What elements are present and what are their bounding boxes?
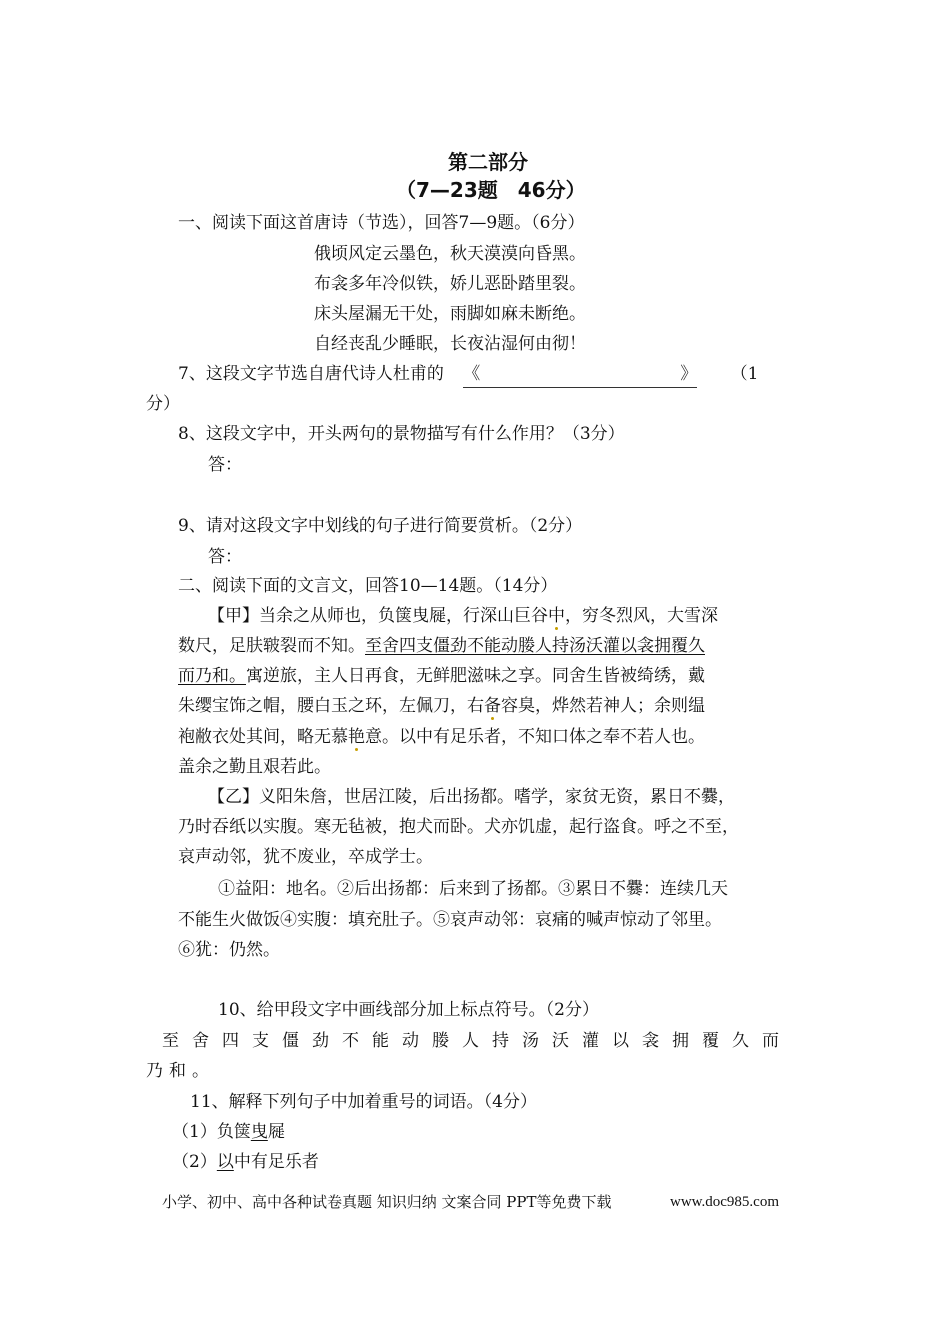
note-line-2: 不能生火做饭④实腹：填充肚子。⑤哀声动邻：哀痛的喊声惊动了邻里。 <box>178 910 722 930</box>
note-line-1: ①益阳：地名。②后出扬都：后来到了扬都。③累日不爨：连续几天 <box>218 879 728 899</box>
underlined-text: 而乃和。 <box>178 666 246 686</box>
answer-blank[interactable] <box>480 364 680 382</box>
question-11-item-2 <box>172 1150 319 1174</box>
yi-line-2: 乃时吞纸以实腹。寒无毡被，抱犬而卧。犬亦饥虚，起行盗食。呼之不至， <box>178 817 739 837</box>
question-9-answer-label: 答： <box>208 547 242 567</box>
text: 中有足乐者 <box>233 1152 319 1172</box>
poem-line-1: 俄顷风定云墨色，秋天漠漠向昏黑。 <box>314 244 586 264</box>
text: ，穷冬烈风，大雪深 <box>565 606 718 626</box>
note-line-3: ⑥犹：仍然。 <box>178 940 280 960</box>
text: 数尺，足肤皲裂而不知。 <box>178 636 365 656</box>
text: 朱缨宝饰之帽，腰白玉之环，左佩刀，右 <box>178 696 484 716</box>
text: 【甲】当余之从师也，负箧曳屣，行深山巨谷 <box>208 606 548 626</box>
emphasis-char: 中 <box>548 606 565 626</box>
open-bracket: 《 <box>463 364 481 384</box>
question-11-item-1 <box>172 1120 285 1144</box>
jia-line-4 <box>178 694 705 718</box>
question-7-answer-line[interactable] <box>463 362 697 388</box>
text: 意。以中有足乐者，不知口体之奉不若人也。 <box>365 727 705 747</box>
poem-line-2: 布衾多年冷似铁，娇儿恶卧踏里裂。 <box>314 274 586 294</box>
section1-intro: 一、阅读下面这首唐诗（节选），回答7—9题。（6分） <box>178 213 585 233</box>
footer-text: 小学、初中、高中各种试卷真题 知识归纳 文案合同 PPT等免费下载 <box>162 1193 612 1211</box>
jia-line-6: 盖余之勤且艰若此。 <box>178 757 331 777</box>
text: 袍敝衣处其间，略无慕 <box>178 727 348 747</box>
text: 寓逆旅，主人日再食，无鲜肥滋味之享。同舍生皆被绮绣，戴 <box>246 666 705 686</box>
page-subtitle: （7—23题 46分） <box>396 178 586 202</box>
question-8: 8、这段文字中，开头两句的景物描写有什么作用？（3分） <box>178 424 625 444</box>
question-7-text: 7、这段文字节选自唐代诗人杜甫的 <box>178 364 444 384</box>
page-title: 第二部分 <box>448 150 528 174</box>
underlined-text: 至舍四支僵劲不能动媵人持汤沃灌以衾拥覆久 <box>365 636 705 656</box>
text: （2） <box>172 1152 217 1172</box>
section2-intro: 二、阅读下面的文言文，回答10—14题。（14分） <box>178 576 558 596</box>
question-10: 10、给甲段文字中画线部分加上标点符号。（2分） <box>218 1000 599 1020</box>
jia-line-5 <box>178 725 705 749</box>
yi-line-1: 【乙】义阳朱詹，世居江陵，后出扬都。嗜学，家贫无资，累日不爨， <box>208 787 735 807</box>
text: 容臭，烨然若神人；余则缊 <box>501 696 705 716</box>
question-10-passage-2: 乃和。 <box>146 1061 215 1081</box>
jia-line-1 <box>208 604 718 628</box>
question-10-passage-1: 至舍四支僵劲不能动媵人持汤沃灌以衾拥覆久而 <box>162 1031 792 1051</box>
underlined-char: 曳 <box>250 1122 268 1142</box>
question-7 <box>178 362 758 388</box>
text: 屣 <box>267 1122 285 1142</box>
poem-line-3: 床头屋漏无干处，雨脚如麻未断绝。 <box>314 304 586 324</box>
question-7-score: （1 <box>730 364 759 384</box>
question-11: 11、解释下列句子中加着重号的词语。（4分） <box>190 1092 537 1112</box>
question-8-answer-label: 答： <box>208 455 242 475</box>
emphasis-char: 艳 <box>348 727 365 747</box>
text: （1）负箧 <box>172 1122 251 1142</box>
jia-line-2 <box>178 634 705 658</box>
underlined-char: 以 <box>216 1152 234 1172</box>
close-bracket: 》 <box>680 364 698 384</box>
footer-link[interactable]: www.doc985.com <box>670 1194 780 1210</box>
poem-line-4: 自经丧乱少睡眠，长夜沾湿何由彻！ <box>314 334 586 354</box>
jia-line-3 <box>178 664 705 688</box>
emphasis-char: 备 <box>484 696 501 716</box>
question-9: 9、请对这段文字中划线的句子进行简要赏析。（2分） <box>178 516 583 536</box>
yi-line-3: 哀声动邻，犹不废业，卒成学士。 <box>178 847 433 867</box>
question-7-score-cont: 分） <box>146 394 180 414</box>
